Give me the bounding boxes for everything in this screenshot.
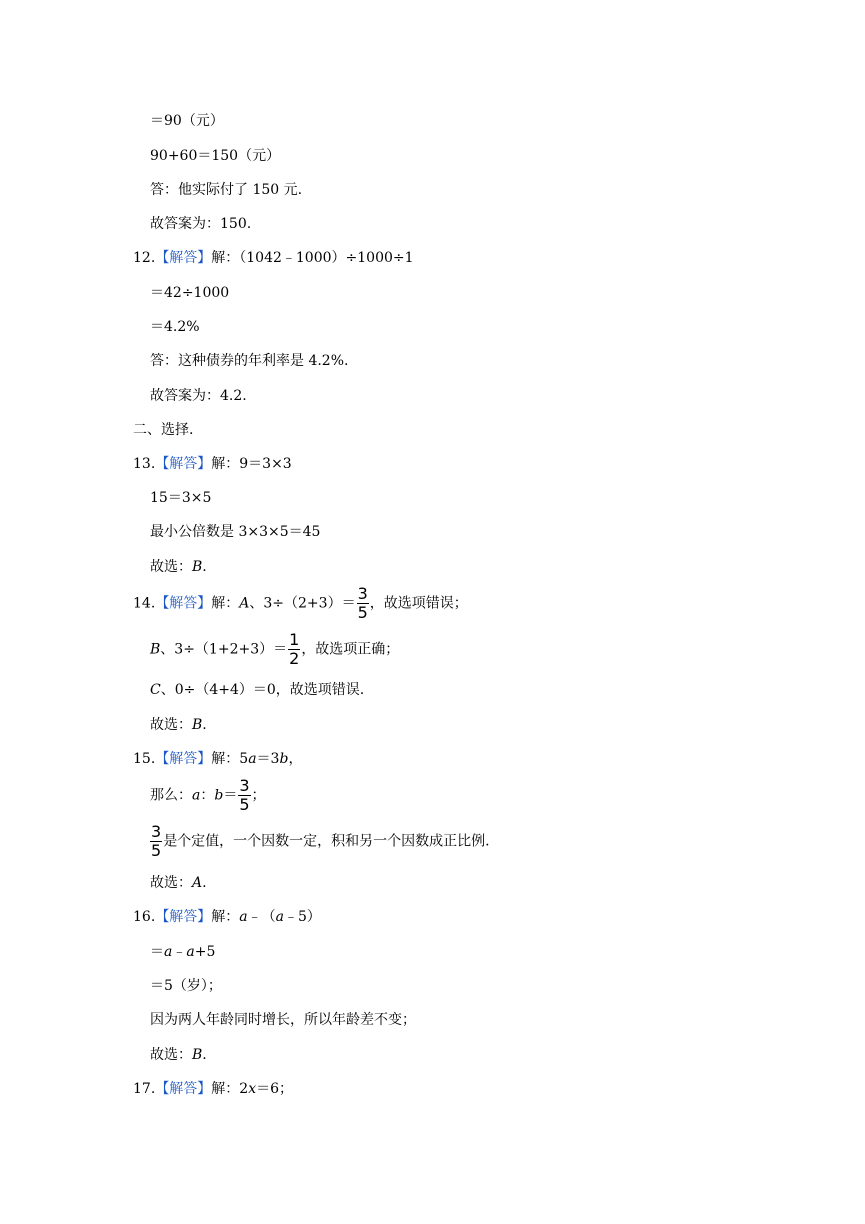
fraction: $\frac{3}{5}$	[239, 776, 250, 814]
answer-tag: 【解答】	[155, 595, 212, 612]
question-number: 16.	[133, 909, 156, 925]
text-line: 15＝3×5	[150, 490, 212, 506]
text-line: C、0÷（4+4）＝0，故选项错误.	[150, 682, 365, 698]
question-15: 15.【解答】解：5a＝3b，	[133, 751, 303, 767]
question-number: 15.	[133, 751, 156, 767]
question-number: 12.	[133, 250, 156, 266]
fraction: $\frac{3}{5}$	[151, 822, 162, 860]
question-14: 14.【解答】解：A、3÷（2+3）＝ $\frac{3}{5}$ ，故选项错误；	[133, 584, 468, 622]
text-line: ＝a﹣a+5	[150, 944, 216, 960]
question-12	[133, 248, 414, 268]
text-line: 最小公倍数是 3×3×5＝45	[150, 524, 321, 540]
question-13	[133, 454, 292, 474]
text-line: 故答案为：4.2.	[150, 388, 247, 404]
text-line: 90+60＝150（元）	[150, 148, 281, 164]
question-16: 16.【解答】解：a﹣（a﹣5）	[133, 909, 321, 925]
question-number: 13.	[133, 456, 156, 472]
answer-tag: 【解答】	[155, 250, 212, 266]
fraction: $\frac{1}{2}$	[289, 630, 300, 668]
question-17: 17.【解答】解：2x＝6；	[133, 1081, 294, 1097]
answer-tag: 【解答】	[155, 456, 212, 472]
text-line: $\frac{3}{5}$ 是个定值，一个因数一定，积和另一个因数成正比例.	[151, 822, 490, 860]
question-number: 17.	[133, 1081, 156, 1097]
question-text: 解：（1042﹣1000）÷1000÷1	[211, 250, 414, 266]
fraction: $\frac{3}{5}$	[357, 584, 368, 622]
text-line: 答：他实际付了 150 元.	[150, 182, 303, 198]
text-line: 答：这种债券的年利率是 4.2%.	[150, 353, 349, 369]
text-line: B、3÷（1+2+3）＝ $\frac{1}{2}$ ，故选项正确；	[150, 630, 400, 668]
text-line: 故答案为：150.	[150, 216, 252, 232]
text-line: 故选：B.	[150, 717, 207, 733]
text-line: ＝4.2%	[150, 319, 200, 335]
answer-tag: 【解答】	[155, 909, 212, 925]
text-line: 故选：B.	[150, 1047, 207, 1063]
text-line: ＝90（元）	[150, 113, 224, 129]
text-line: 那么：a：b＝ $\frac{3}{5}$ ；	[150, 776, 266, 814]
section-heading: 二、选择.	[133, 422, 194, 438]
text-line: 因为两人年龄同时增长，所以年龄差不变；	[150, 1012, 416, 1028]
question-text: 解：9＝3×3	[211, 456, 292, 472]
answer-tag: 【解答】	[155, 1081, 212, 1097]
text-line: ＝42÷1000	[150, 285, 230, 301]
text-line: 故选：A.	[150, 875, 207, 891]
question-number: 14.	[133, 595, 156, 612]
text-line: 故选：B.	[150, 559, 207, 575]
answer-tag: 【解答】	[155, 751, 212, 767]
text-line: ＝5（岁）；	[150, 978, 222, 994]
